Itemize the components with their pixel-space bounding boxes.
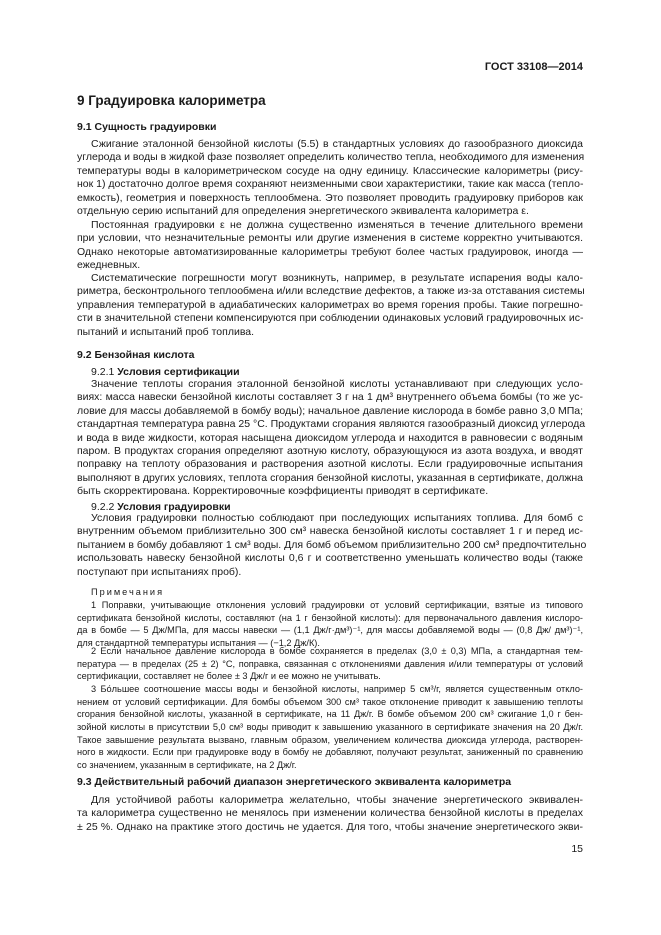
document-header: ГОСТ 33108—2014 [484,61,583,73]
text-line: использовать навеску бензойной кислоты 0,6 г и соответственно уменьшать количество воды (также [77,552,583,565]
text-line: выполняют в других условиях, теплота сгорания бензойной кислоты, указанная в сертификате, должна [77,471,583,484]
subsection-heading: 9.1 Сущность градуировки [77,121,217,133]
clause-number: 9.2.2 [91,501,118,513]
text-line: та калориметра существенно не менялось при изменении количества бензойной кислоты в пределах [77,807,583,820]
paragraph [77,219,583,273]
text-line: со значением, указанным в сертификате, на 2 Дж/г. [77,760,297,771]
text-line: управления температурой в адиабатических калориметрах во время горения пробы. Такие погрешно- [77,298,583,311]
text-line: поступают при испытаниях проб). [77,565,242,578]
text-line: при условии, что незначительные ремонты или другие изменения в системе корректно учитываются. [77,232,583,245]
text-line: виях: масса навески бензойной кислоты составляет 3 г на 1 дм³ внутреннего объема бомбы (то же ус- [77,391,583,404]
text-line: Однако некоторые автоматизированные калориметры требуют более частых градуировок, иногда — [77,245,583,258]
text-line: Значение теплоты сгорания эталонной бензойной кислоты устанавливают при следующих усло- [91,378,583,390]
text-line: углерода и воды в жидкой фазе позволяет определить количество тепла, необходимого для изменения [77,151,585,164]
text-line: 1 Поправки, учитывающие отклонения условий градуировки от условий сертификации, взятые из типового [91,600,583,610]
text-line: быть скорректирована. Корректировочные коэффициенты приводят в сертификате. [77,485,489,498]
notes-title: Примечания [91,587,165,597]
text-line: ного в жидкости. Если при градуировке воду в бомбу не добавляют, получают результат, заниженный по сравнению [77,747,583,758]
text-line: емкость), геометрия и поверхность теплообмена. Это позволяет проводить градуировку приборов как [77,191,583,204]
text-line: сертификации, составляет не более ± 3 Дж/г и ее можно не учитывать. [77,671,381,682]
text-line: сгорания бензойной кислоты, указанной в сертификате, на 11 Дж/г. В бомбе объемом 200 см³ сжигание 1,0 г бен- [77,709,583,720]
clause-title: Условия сертификации [117,366,240,378]
text-line: сертификата бензойной кислоты, составляют (на 1 г бензойной кислоты): для первоначального давления кислоро- [77,612,583,623]
text-line: Сжигание эталонной бензойной кислоты (5.5) в стандартных условиях до газообразного диоксида [91,138,583,150]
text-line: нок 1) достаточно долгое время сохраняют неизменными свои характеристики, такие как масса (тепло- [77,178,584,191]
text-line: ± 25 %. Однако на практике этого достичь не удается. Для того, чтобы значение энергетического экви- [77,820,583,833]
text-line: 3 Бо́льшее соотношение массы воды и бензойной кислоты, например 5 см³/г, является существенным откло- [91,684,583,694]
text-line: Для устойчивой работы калориметра желательно, чтобы значение энергетического эквивален- [91,794,583,806]
text-line: поправку на теплоту образования и растворения азотной кислоты. Если градуировочные испытания [77,458,583,471]
paragraph [77,138,583,218]
text-line: да в бомбе — 5 Дж/МПа, для массы навески — (1,1 Дж/г·дм³)⁻¹, для массы добавляемой воды — (0,8 Дж/ дм³)⁻¹, [77,625,583,636]
clause-heading [77,366,583,378]
page-number: 15 [571,843,583,855]
paragraph [77,272,583,339]
text-line: ежедневных. [77,259,141,272]
paragraph [77,378,586,499]
text-line: температуры воды в калориметрическом сосуде на одну единицу. Классические калориметры (рису- [77,164,583,177]
text-line: риметра, бесконтрольного теплообмена и/или вследствие дефектов, а также из-за отставания системы [77,285,585,298]
paragraph [77,512,587,579]
text-line: отдельную серию испытаний для определения энергетического эквивалента калориметра ε. [77,204,529,217]
clause-title: Условия градуировки [117,501,231,513]
text-line: Такое завышение результата вызвано, главным образом, увеличением количества диоксида углерода, растворен- [77,734,583,745]
subsection-heading: 9.3 Действительный рабочий диапазон энергетического эквивалента калориметра [77,776,512,788]
clause-number: 9.2.1 [91,366,118,378]
text-line: зойной кислоты в присутствии 5,0 см³ воды приводит к завышению указанного в сертификате значения на 20 Дж/г. [77,722,583,733]
text-line: внутренним объемом приблизительно 300 см³ навеска бензойной кислоты составляет 1 г и перед ис- [77,525,583,538]
subsection-heading: 9.2 Бензойная кислота [77,349,195,361]
text-line: Систематические погрешности могут возникнуть, например, в результате испарения воды кало- [91,272,583,284]
text-line: пытанием в бомбу добавляют 1 см³ воды. Для бомб объемом приблизительно 200 см³ предпочтительно [77,538,587,551]
note-paragraph [77,683,583,772]
note-paragraph [77,645,583,683]
text-line: 2 Если начальное давление кислорода в бомбе сохраняется в пределах (3,0 ± 0,3) МПа, а стандартная тем- [91,646,583,656]
section-title: 9 Градуировка калориметра [77,93,266,108]
text-line: для стандартной температуры испытания — (−1,2 Дж/К). [77,638,320,649]
text-line: пытаний и испытаний проб топлива. [77,325,255,338]
text-line: Условия градуировки полностью соблюдают при последующих испытаниях топлива. Для бомб с [91,512,583,524]
note-paragraph [77,599,583,650]
paragraph [77,794,583,834]
text-line: и вода в виде жидкости, которая насыщена диоксидом углерода и находится в равновесии с водяным [77,431,583,444]
text-line: ловие для массы добавляемой в бомбу воды); начальное давление кислорода в бомбе равно 3,0 МПа; [77,404,584,417]
text-line: нением от условий сертификации. Для бомбы объемом 300 см³ такое отклонение приводит к завышению теплоты [77,696,583,707]
text-line: пература — в пределах (25 ± 2) °С, поправка, связанная с отклонениями давления и/или температуры от условий [77,658,583,669]
text-line: паром. В продуктах сгорания определяют азотную кислоту, образующуюся из азота воздуха, и вводят [77,444,583,457]
text-line: сти в значительной степени компенсируются при соблюдении одинаковых условий градуировочных ис- [77,312,584,325]
text-line: стандартная температура равна 25 °С. Продуктами сгорания являются газообразный диоксид углерода [77,418,586,431]
text-line: Постоянная градуировки ε не должна существенно изменяться в течение длительного времени [91,219,583,231]
